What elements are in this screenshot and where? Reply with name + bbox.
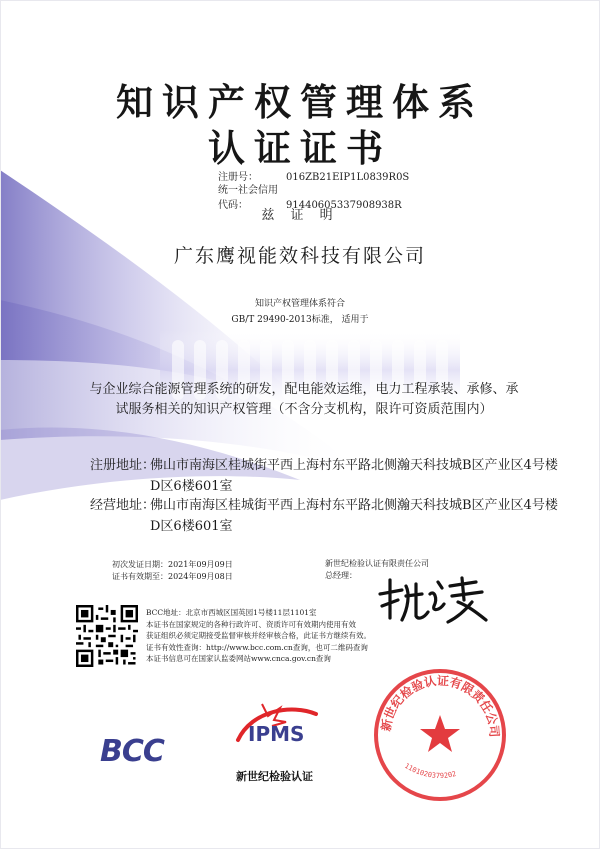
qr-code-icon (76, 605, 138, 667)
registered-address: 佛山市南海区桂城街平西上海村东平路北侧瀚天科技城B区产业区4号楼D区6楼601室 (150, 458, 558, 494)
valid-until-date: 2024年09月08日 (168, 572, 233, 581)
note-line: 获证组织必须定期接受监督审核并经审核合格，此证书方继续有效。 (146, 631, 371, 640)
company-name: 广东鹰视能效科技有限公司 (173, 245, 426, 267)
business-address: 佛山市南海区桂城街平西上海村东平路北侧瀚天科技城B区产业区4号楼D区6楼601室 (150, 498, 558, 534)
svg-text:1101020379202: 1101020379202 (403, 761, 458, 781)
registration-label: 注册号： (218, 172, 258, 183)
conformity-line-2: GB/T 29490-2013标准， 适用于 (231, 315, 369, 325)
bcc-logo: BCC (100, 734, 164, 769)
certificate-title: 知识产权管理体系 (116, 80, 484, 124)
ipms-logo-caption: 新世纪检验认证 (236, 770, 313, 783)
valid-until-row (112, 570, 233, 584)
general-manager-label: 总经理： (325, 571, 357, 580)
business-address-label: 经营地址： (90, 498, 156, 513)
issuer-name: 新世纪检验认证有限责任公司 (325, 559, 429, 568)
svg-text:新世纪检验认证有限责任公司: 新世纪检验认证有限责任公司 (378, 673, 502, 738)
credit-code-label: 统一社会信用代码： (218, 185, 278, 211)
registered-address-label: 注册地址： (90, 458, 156, 473)
valid-until-label: 证书有效期至： (112, 572, 168, 581)
business-address-block (90, 495, 560, 539)
conformity-line-1: 知识产权管理体系符合 (254, 299, 345, 309)
registration-number: 016ZB21EIP1L0839R0S (286, 172, 410, 183)
certificate-notes (146, 607, 426, 665)
credit-code: 91440605337908938R (286, 200, 402, 211)
note-line: BCC地址：北京市西城区国英园1号楼11层1101室 (146, 608, 317, 617)
issue-date: 2021年09月09日 (168, 560, 233, 569)
issue-date-label: 初次发证日期： (112, 560, 168, 569)
registered-address-block (90, 455, 560, 499)
note-line: 本证书信息可在国家认监委网站www.cnca.gov.cn查询 (146, 654, 331, 663)
certificate-subtitle: 认证证书 (208, 126, 392, 170)
ipms-logo-text: IPMS (248, 722, 305, 746)
note-line: 证书有效性查询：http://www.bcc.com.cn查询，也可二维码查询 (146, 642, 368, 652)
certification-scope: 与企业综合能源管理系统的研发，配电能效运维，电力工程承装、承修、承试服务相关的知识产权管理（不含分支机构，限许可资质范围内） (89, 382, 519, 417)
company-seal-icon (370, 665, 510, 805)
note-line: 本证书在国家规定的各种行政许可、资质许可有效期内使用有效 (146, 619, 356, 629)
certify-heading: 兹 证 明 (261, 208, 339, 223)
